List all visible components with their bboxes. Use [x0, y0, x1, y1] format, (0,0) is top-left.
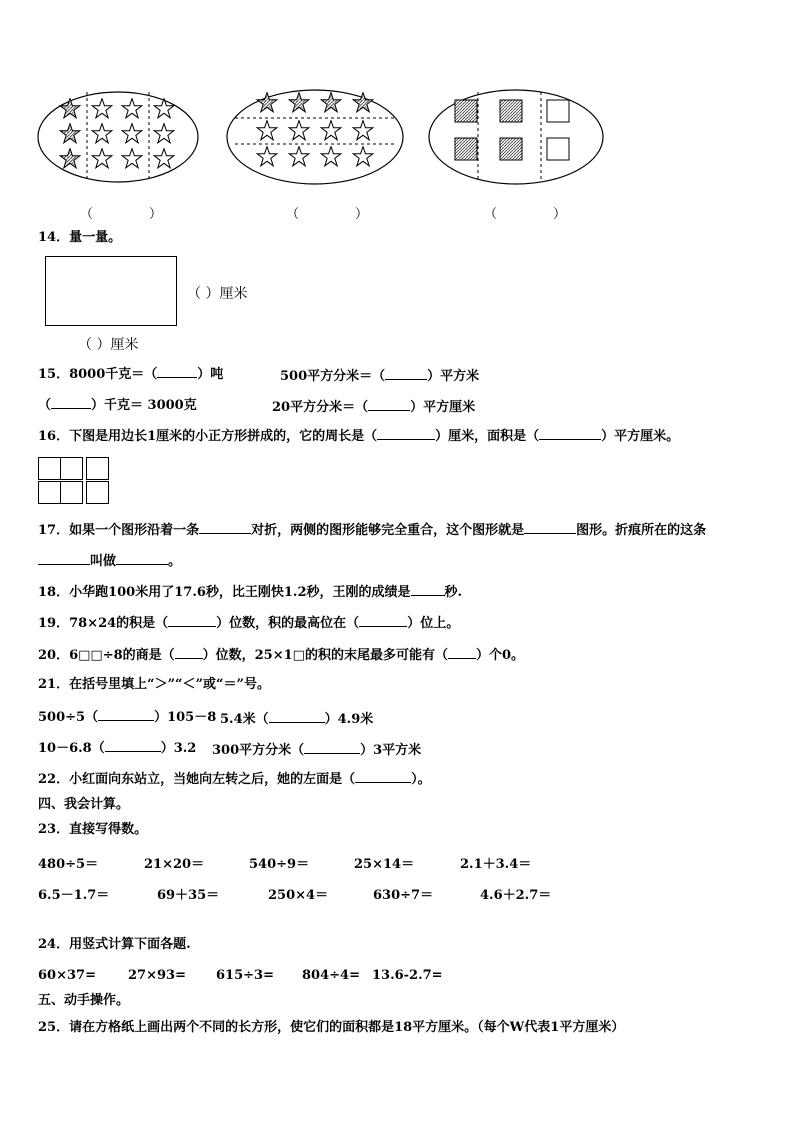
oval-stars-rows — [227, 90, 403, 184]
q21-title: 21．在括号里填上“＞”“＜”或“＝”号。 — [38, 677, 270, 692]
q15-line2b: 20平方分米＝（ ）平方厘米 — [272, 400, 476, 415]
q16-text: 16．下图是用边长1厘米的小正方形拼成的，它的周长是（ ）厘米，面积是（ ）平方厘米。 — [38, 429, 680, 444]
q18-text: 18．小华跑100米用了17.6秒，比王刚快1.2秒，王刚的成绩是 秒. — [38, 585, 463, 600]
q21-row2b: 300平方分米（ ）3平方米 — [212, 743, 422, 758]
q22-text: 22．小红面向东站立，当她向左转之后，她的左面是（ ）。 — [38, 772, 431, 787]
q23-item: 21×20＝ — [144, 857, 205, 872]
q14-rectangle — [45, 256, 177, 326]
q15-line1b: 500平方分米＝（ ）平方米 — [280, 369, 480, 384]
q23-item: 69＋35＝ — [157, 888, 220, 903]
q24-item: 804÷4= — [302, 968, 360, 983]
q13-answer-3: （ ） — [484, 207, 567, 222]
q21-row1: 500÷5（ ）105－8 — [38, 710, 217, 725]
q14-title: 14．量一量。 — [38, 230, 122, 245]
q17-line2: 叫做 。 — [38, 552, 181, 570]
q24-item: 13.6-2.7= — [372, 968, 443, 983]
q23-item: 2.1＋3.4＝ — [460, 857, 532, 872]
section-5-heading: 五、动手操作。 — [38, 993, 130, 1008]
q14-right-label: （ ）厘米 — [187, 286, 248, 302]
q24-item: 60×37= — [38, 968, 96, 983]
q21-row2: 10－6.8（ ）3.2 — [38, 741, 197, 756]
q21-row1b: 5.4米（ ）4.9米 — [220, 712, 374, 727]
q17-line1: 17．如果一个图形沿着一条 对折，两侧的图形能够完全重合，这个图形就是 图形。折痕所在的这条 — [38, 523, 707, 538]
q24-item: 27×93= — [128, 968, 186, 983]
oval-stars-columns — [38, 92, 198, 182]
q23-item: 540÷9＝ — [249, 857, 310, 872]
q13-answer-1: （ ） — [80, 207, 163, 222]
q14-bottom-label: （ ）厘米 — [78, 337, 139, 353]
q23-item: 25×14＝ — [354, 857, 415, 872]
q15-line2: （ ）千克＝ 3000克 — [38, 398, 197, 413]
q24-title: 24．用竖式计算下面各题. — [38, 937, 191, 952]
q23-item: 480÷5＝ — [38, 857, 99, 872]
q25-text: 25．请在方格纸上画出两个不同的长方形，使它们的面积都是18平方厘米。（每个W代表1平方厘米） — [38, 1020, 625, 1035]
q23-item: 4.6＋2.7＝ — [480, 888, 552, 903]
q20-text: 20．6□□÷8的商是（ ）位数，25×1□的积的末尾最多可能有（ ）个0。 — [38, 648, 524, 663]
q24-item: 615÷3= — [216, 968, 274, 983]
section-4-heading: 四、我会计算。 — [38, 797, 130, 812]
q23-title: 23．直接写得数。 — [38, 822, 148, 837]
q23-item: 6.5－1.7＝ — [38, 888, 110, 903]
q23-item: 630÷7＝ — [373, 888, 434, 903]
oval-squares — [429, 90, 603, 184]
q23-item: 250×4＝ — [268, 888, 329, 903]
q16-figure — [38, 457, 112, 507]
q13-answer-2: （ ） — [286, 207, 369, 222]
q13-figures — [30, 84, 610, 194]
q19-text: 19．78×24的积是（ ）位数，积的最高位在（ ）位上。 — [38, 616, 460, 631]
q15-line1: 15．8000千克＝（ ）吨 — [38, 367, 224, 382]
